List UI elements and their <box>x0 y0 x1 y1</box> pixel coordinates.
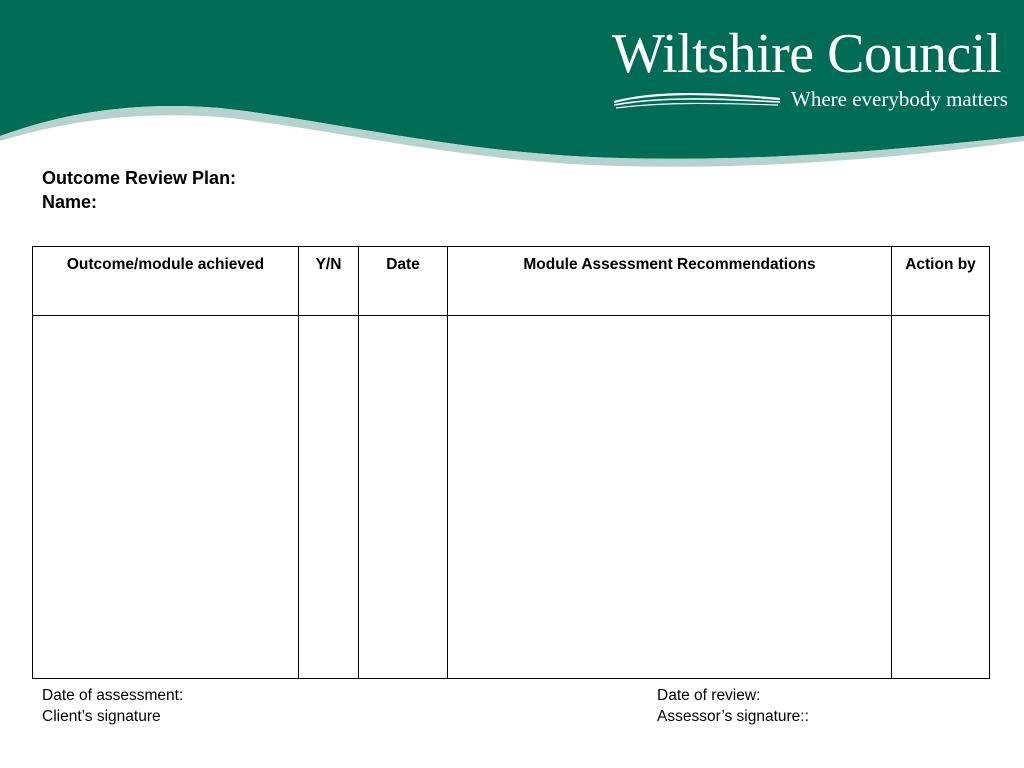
header-date: Date <box>359 247 448 316</box>
table-header-row <box>33 247 990 316</box>
cell-outcome-module[interactable] <box>33 316 299 679</box>
date-of-review-label: Date of review: <box>657 687 761 704</box>
clients-signature-label: Client’s signature <box>42 708 161 725</box>
name-label: Name: <box>42 192 98 212</box>
form-title: Outcome Review Plan: <box>42 168 237 188</box>
header-banner <box>0 0 1024 170</box>
cell-date[interactable] <box>359 316 448 679</box>
assessors-signature-label: Assessor’s signature:: <box>657 708 809 725</box>
logo-swoosh-icon <box>612 88 784 110</box>
cell-yes-no[interactable] <box>299 316 359 679</box>
header-yes-no: Y/N <box>299 247 359 316</box>
header-recommendations: Module Assessment Recommendations <box>448 247 892 316</box>
cell-recommendations[interactable] <box>448 316 892 679</box>
date-of-assessment-label: Date of assessment: <box>42 687 184 704</box>
header-outcome-module: Outcome/module achieved <box>33 247 299 316</box>
table-row <box>33 316 990 679</box>
outcome-review-table <box>32 246 990 679</box>
cell-action-by[interactable] <box>892 316 990 679</box>
header-action-by: Action by <box>892 247 990 316</box>
council-logo-text: Wiltshire Council <box>612 23 1001 85</box>
council-tagline: Where everybody matters <box>791 87 1008 111</box>
